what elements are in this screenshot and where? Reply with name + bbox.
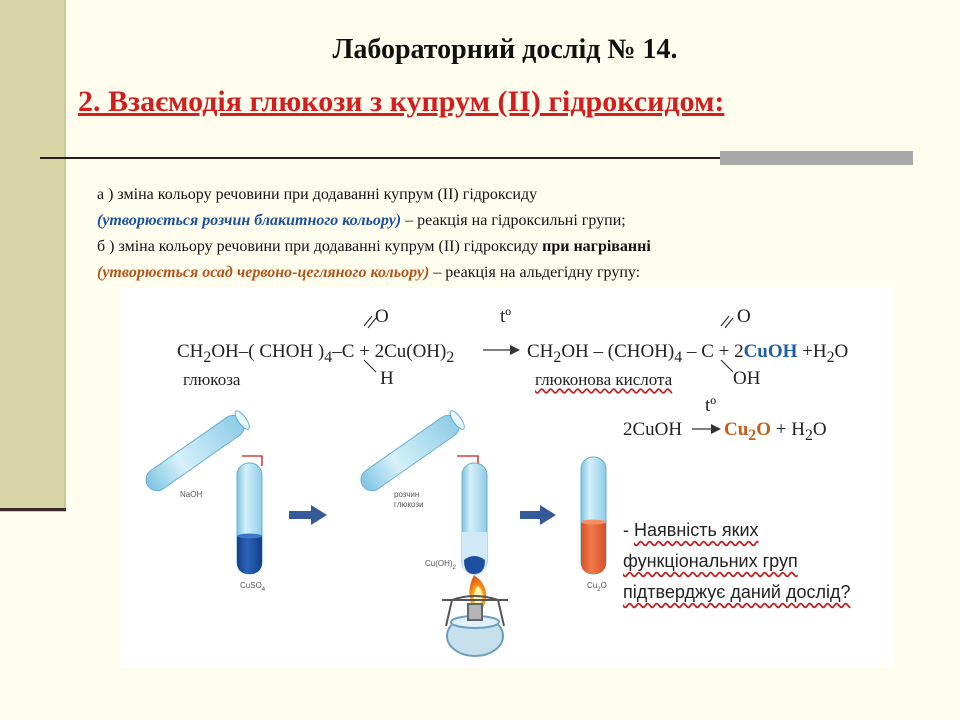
tilted-tube-glucose: [357, 409, 467, 495]
eq1-double-bond-right: [721, 316, 733, 328]
eq2-o: O: [756, 419, 771, 440]
eq1-rhs-b-sub: 4: [674, 348, 683, 366]
eq1-temperature: tº: [500, 306, 512, 327]
label-cuso4: CuSO$_4$: [240, 581, 266, 593]
eq1-single-bond-left: [364, 360, 376, 372]
eq2-water-o: O: [812, 419, 827, 440]
eq1-oxygen-right: O: [737, 306, 751, 327]
vial-cu2o: [581, 457, 606, 574]
vial-cuso4: [237, 463, 262, 574]
question-dash: -: [623, 520, 634, 540]
eq1-name-gluconic-acid: глюконова кислота: [535, 370, 673, 389]
question-line3: підтверджує даний дослід?: [623, 582, 851, 602]
eq1-lhs-c-sub: 2: [446, 348, 455, 366]
desc-a-rest: – реакція на гідроксильні групи;: [401, 212, 626, 229]
eq1-name-glucose: глюкоза: [183, 370, 241, 389]
eq1-arrow-icon: [483, 345, 520, 355]
eq2-cu: Cu: [724, 419, 749, 440]
label-glucose-1: розчин: [394, 490, 420, 499]
desc-b-text: б ) зміна кольору речовини при додаванні купрум (ІІ) гідроксиду: [97, 238, 543, 255]
process-arrow-2-icon: [520, 505, 556, 525]
eq1-rhs-a: CH: [527, 341, 554, 362]
desc-b-italic: (утворюється осад червоно-цегляного кольору): [97, 264, 430, 281]
eq1-rhs-b: OH – (CHOH): [561, 341, 675, 362]
slide-subtitle: 2. Взаємодія глюкози з купрум (ІІ) гідроксидом:: [78, 85, 725, 118]
slide-title: Лабораторний дослід № 14.: [332, 34, 678, 65]
eq1-single-bond-right: [721, 360, 733, 372]
eq1-lhs-a: CH: [177, 341, 204, 362]
desc-a-italic: (утворюється розчин блакитного кольору): [97, 212, 402, 229]
eq2-plus-h: + H: [771, 419, 805, 440]
eq1-hydrogen: H: [380, 368, 394, 389]
eq2-temperature: tº: [705, 395, 717, 416]
label-naoh: NaOH: [180, 490, 203, 499]
spirit-burner-icon: [442, 596, 508, 656]
label-glucose-2: глюкози: [394, 500, 424, 509]
eq1-rhs-e: O: [834, 341, 849, 362]
question-line2: функціональних груп: [623, 551, 798, 571]
eq2-h-sub: 2: [804, 426, 813, 444]
eq1-lhs-a-sub: 2: [203, 348, 212, 366]
eq1-lhs-b-sub: 4: [324, 348, 333, 366]
eq1-rhs-d-sub: 2: [826, 348, 835, 366]
tilted-tube-naoh: [142, 409, 252, 495]
eq1-cuoh: CuOH: [743, 341, 798, 362]
eq1-lhs-c: –C + 2Cu(OH): [332, 341, 447, 362]
eq1-rhs-a-sub: 2: [553, 348, 562, 366]
eq1-lhs-b: OH–( CHOH ): [211, 341, 325, 362]
eq2-lhs: 2CuOH: [623, 419, 683, 440]
label-cuoh2: $Cu(OH)_2$: [425, 559, 456, 571]
desc-a-line1: а ) зміна кольору речовини при додаванні купрум (ІІ) гідроксиду: [97, 186, 538, 203]
eq1-double-bond-left: [364, 316, 376, 328]
desc-b-rest: – реакція на альдегідну групу:: [429, 264, 641, 281]
eq1-hydroxyl: OH: [733, 368, 761, 389]
label-cu2o: $Cu_2O$: [587, 581, 607, 593]
process-arrow-1-icon: [289, 505, 327, 525]
eq1-rhs-d: +H: [797, 341, 827, 362]
eq1-oxygen-left: O: [375, 306, 389, 327]
eq2-cu-sub: 2: [748, 426, 757, 444]
eq1-rhs-c: – C + 2: [682, 341, 744, 362]
vial-cuoh2: [462, 463, 487, 574]
eq2-arrow-icon: [692, 424, 721, 434]
desc-b-bold: при нагріванні: [542, 238, 651, 255]
question-line1-text: Наявність яких: [634, 520, 759, 540]
